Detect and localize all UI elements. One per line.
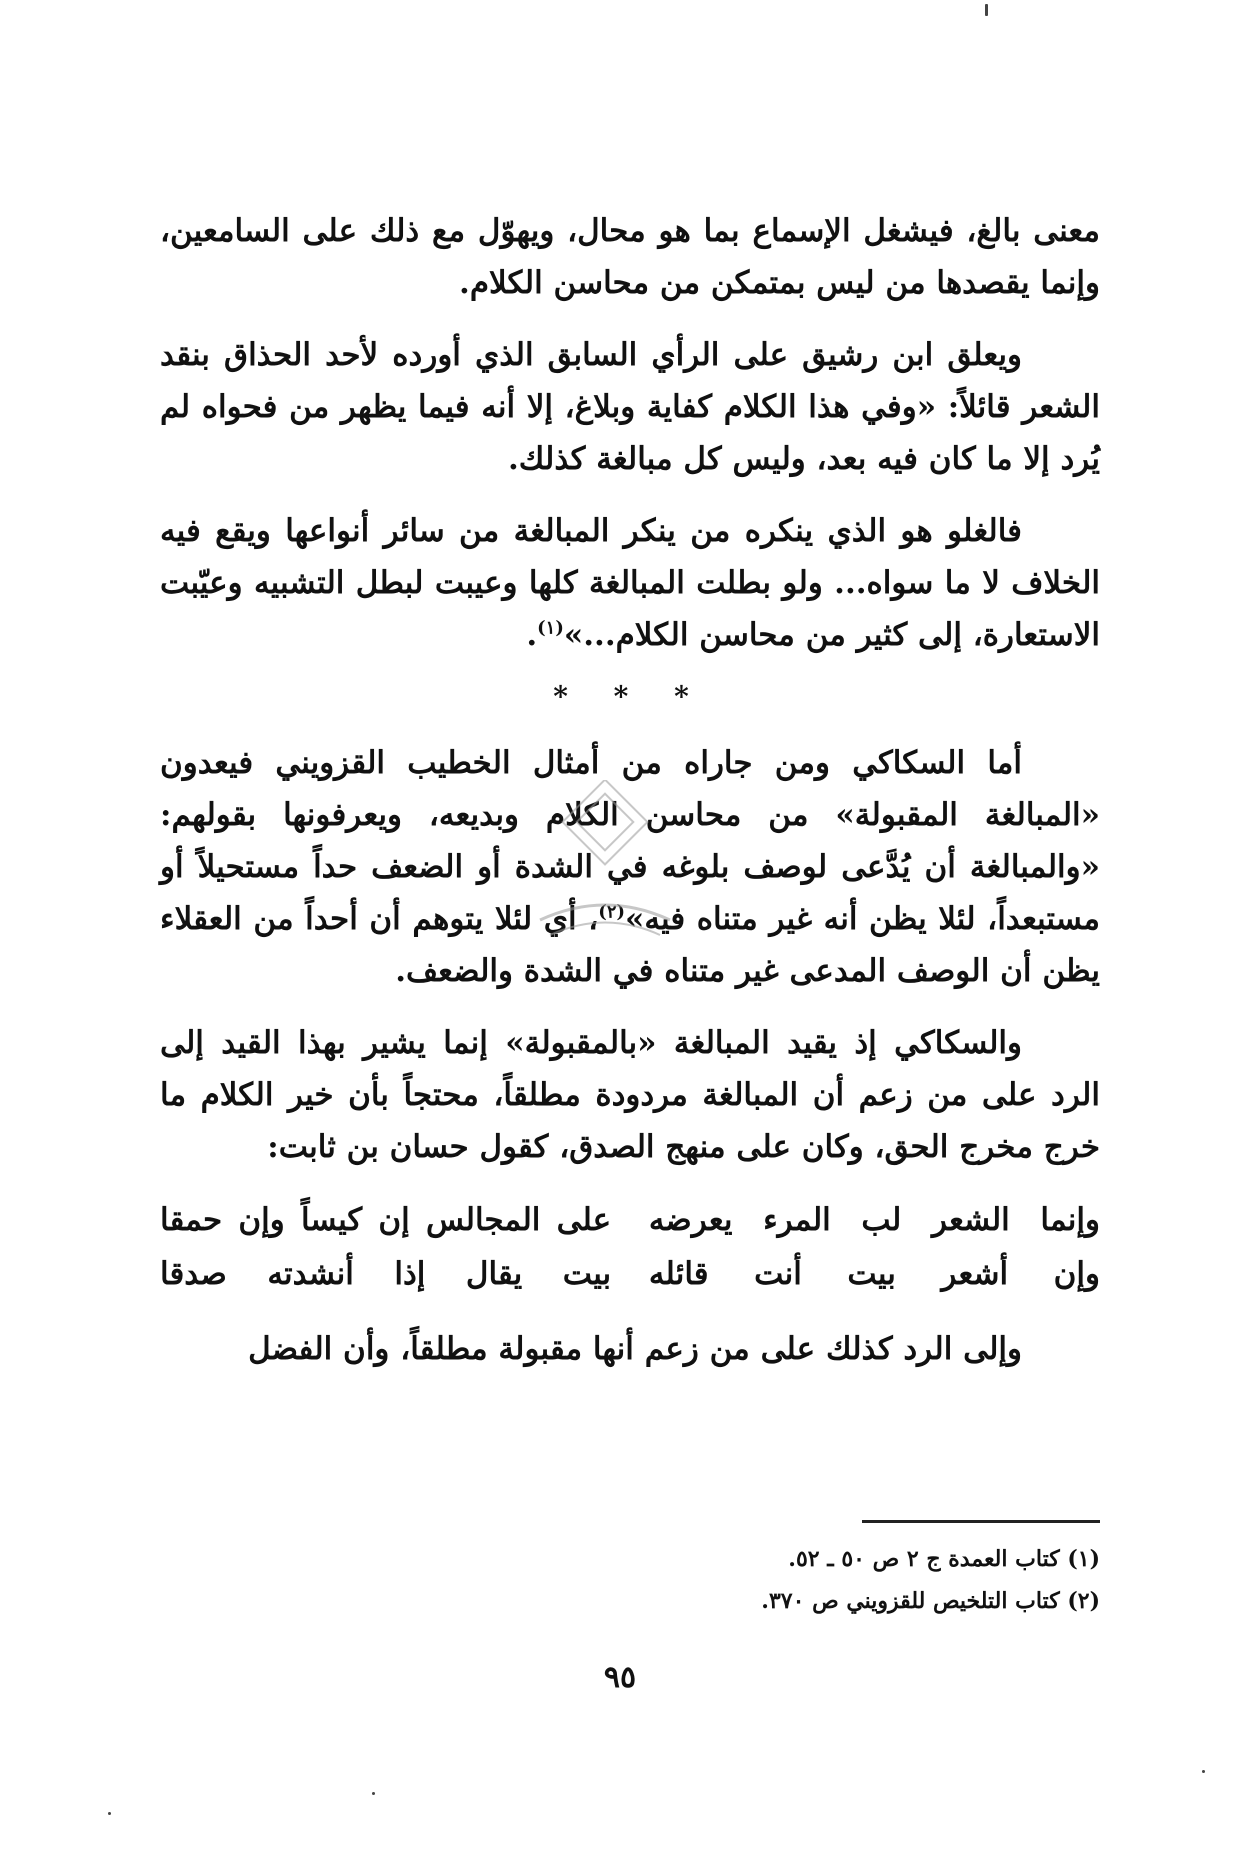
poem-verse: [160, 1247, 1100, 1301]
page-body: [160, 205, 1100, 1395]
paragraph-3-text: فالغلو هو الذي ينكره من ينكر المبالغة من سائر أنواعها ويقع فيه الخلاف لا ما سواه... ولو بطلت المبالغة كلها وعيبت لبطل التشبيه وعيّبت الاستعارة، إلى كثير من محاسن الكلام...»: [160, 513, 1100, 653]
verse-1-first-hemistich: وإنما الشعر لب المرء يعرضه: [648, 1202, 1100, 1238]
section-separator: * * *: [553, 680, 707, 713]
page-number: ٩٥: [603, 1660, 637, 1695]
footnote-2: (٢) كتاب التلخيص للقزويني ص ٣٧٠.: [761, 1588, 1100, 1614]
paragraph-3: فالغلو هو الذي ينكره من ينكر المبالغة من سائر أنواعها ويقع فيه الخلاف لا ما سواه... ولو بطلت المبالغة كلها وعيبت لبطل التشبيه وعيّبت الاستعارة، إلى كثير من محاسن الكلام...»$^{(١)}$.: [160, 513, 1100, 653]
scan-speck: [108, 1812, 111, 1815]
poem-verse: [160, 1193, 1100, 1247]
paragraph-2: ويعلق ابن رشيق على الرأي السابق الذي أورده لأحد الحذاق بنقد الشعر قائلاً: «وفي هذا الكلام كفاية وبلاغ، إلا أنه فيما يظهر من فحواه لم يُرد إلا ما كان فيه بعد، وليس كل مبالغة كذلك.: [160, 337, 1100, 477]
footnote-ref-1[interactable]: (١): [537, 617, 564, 639]
scan-speck: [372, 1792, 375, 1795]
footnote-1: (١) كتاب العمدة ج ٢ ص ٥٠ ـ ٥٢.: [788, 1546, 1100, 1572]
paragraph-4-text: أما السكاكي ومن جاراه من أمثال الخطيب القزويني فيعدون «المبالغة المقبولة» من محاسن الكلام وبديعه، ويعرفونها بقولهم: «والمبالغة أن يُدَّعى لوصف بلوغه في الشدة أو الضعف حداً مستحيلاً أو مستبعداً، لئلا يظن أنه غير متناه فيه»: [160, 745, 1100, 937]
verse-2-second-hemistich: بيت يقال إذا أنشدته صدقا: [160, 1256, 612, 1292]
footnote-divider: [862, 1520, 1100, 1523]
paragraph-5: والسكاكي إذ يقيد المبالغة «بالمقبولة» إنما يشير بهذا القيد إلى الرد على من زعم أن المبالغة مردودة مطلقاً، محتجاً بأن خير الكلام ما خرج مخرج الحق، وكان على منهج الصدق، كقول حسان بن ثابت:: [160, 1025, 1100, 1165]
verse-2-first-hemistich: وإن أشعر بيت أنت قائله: [648, 1256, 1100, 1292]
paragraph-4: [160, 737, 1100, 997]
footnote-ref-2[interactable]: (٢): [598, 901, 626, 923]
scan-speck: [985, 4, 988, 16]
footnotes: [600, 1538, 1100, 1622]
paragraph-1: معنى بالغ، فيشغل الإسماع بما هو محال، ويهوّل مع ذلك على السامعين، وإنما يقصدها من ليس بمتمكن من محاسن الكلام.: [160, 213, 1100, 301]
poem: [160, 1193, 1100, 1301]
verse-1-second-hemistich: على المجالس إن كيساً وإن حمقا: [160, 1202, 612, 1238]
scan-speck: [1202, 1770, 1205, 1773]
paragraph-6: وإلى الرد كذلك على من زعم أنها مقبولة مطلقاً، وأن الفضل: [248, 1331, 1022, 1367]
paragraph-4-tail: ، أي لئلا يتوهم أن أحداً من العقلاء يظن أن الوصف المدعى غير متناه في الشدة والضعف.: [160, 901, 1100, 989]
